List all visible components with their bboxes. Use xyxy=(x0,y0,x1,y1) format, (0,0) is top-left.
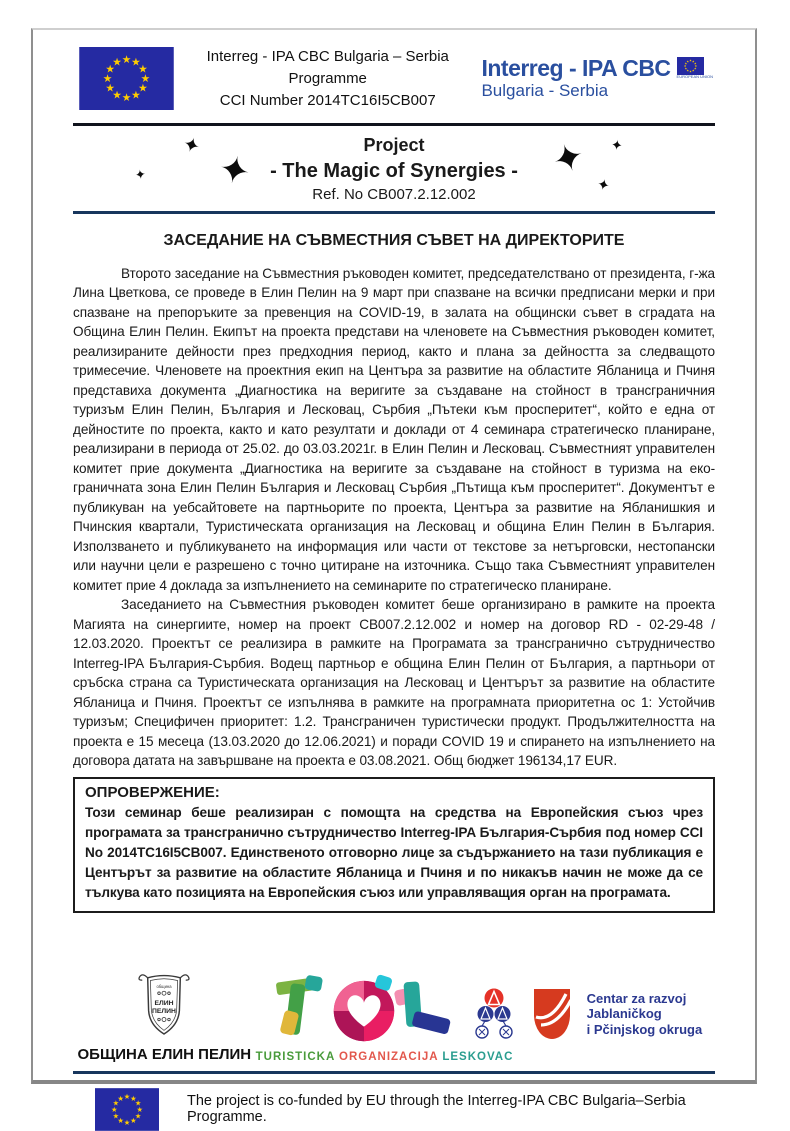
header xyxy=(73,30,715,111)
interreg-logo-title: Interreg - IPA CBC xyxy=(481,54,671,81)
centar-caption-line1: Centar za razvoj Jablaničkog xyxy=(586,990,687,1022)
elin-pelin-caption: ОБЩИНА ЕЛИН ПЕЛИН xyxy=(77,1045,252,1063)
interreg-logo-subtitle: Bulgaria - Serbia xyxy=(481,80,609,100)
elin-pelin-logo xyxy=(73,966,256,1063)
project-name: - The Magic of Synergies - xyxy=(270,159,518,182)
leskovac-tourism-logo xyxy=(255,974,514,1063)
programme-title xyxy=(174,46,481,111)
centar-razvoj-logo xyxy=(471,987,715,1063)
sparkle-icon: ✦ xyxy=(134,166,147,183)
centar-emblem-icon xyxy=(471,987,517,1045)
title-divider xyxy=(73,211,715,214)
document-page xyxy=(31,28,757,1126)
tol-caption xyxy=(255,1050,514,1063)
eu-flag-icon xyxy=(79,47,174,110)
disclaimer-heading: ОПРОВЕРЖЕНИЕ: xyxy=(85,783,220,801)
elin-pelin-crest-icon xyxy=(135,966,193,1044)
eu-caption: EUROPEAN UNION xyxy=(676,73,713,79)
sparkle-icon: ✦ xyxy=(215,147,254,195)
article-paragraph-2: Заседанието на Съвместния ръководен комитет беше организирано в рамките на проекта Магията на синергиите, номер на проект CB007.2.12.002 и номер на договор RD - 02-29-48 / 12.03.2020. Проектът се реализира в рамките на Програмата за трансгранично сътрудничество Interreg-IPA България-Сърбия. Водещ партньор е община Елин Пелин от България, а партньори от сръбска страна са Туристическата организация на Лесковац и Центърът за развитие на областите Ябланица и Пчиня. Проектът се изпълнява в рамките на програмната приоритетна ос 1: Устойчив туризъм; Специфичен приоритет: 1.2. Трансграничен туристически продукт. Продължителността на проекта е 15 месеца (13.03.2020 до 12.06.2021) и поради COVID 19 и спирането на изпълнението на договора датата на завършване на проекта е 03.08.2021. Общ бюджет 196134,17 EUR. xyxy=(73,597,715,769)
article-paragraph-1: Второто заседание на Съвместния ръководен комитет, председателствано от президента, г-жа Лина Цветкова, се проведе в Елин Пелин на 9 март при спазване на всички предписани мерки и при спазване на препоръките за превенция на COVID-19, в залата на общински съвет в сградата на Община Елин Пелин. Екипът на проекта представи на членовете на Съвместния ръководен комитет, реализираните дейности през предходния период, както и плана за дейността за следващото тримесечие. Членовете на проектния екип на Центъра за развитие на областите Ябланица и Пчиня представиха документа „Диагностика на веригите за създаване на стойност в трансграничния туризъм Елин Пелин, България и Лесковац, Сърбия „Пътеки към просперитет“, който е една от дейностите по проекта, както и като резултати и доклади от 4 семинара стратегическо планиране, реализирани в периода от 25.02. до 03.03.2021г. в Елин Пелин и Лесковац. Съвместният управителен комитет прие документа „Диагностика на веригите за създаване на стойност в туризма на еко-граничната зона Елин Пелин България и Лесковац Сърбия „Пътища към просперитет“. Документът е публикуван на уебсайтовете на партньорите по проекта, Центъра за развитие на Ябланишкия и Пчинския квартали, Туристическата организация на Лесковац и община Елин Пелин в България. Използването и публикуването на информация или части от текстове за нетърговски, нестопански или научни цели е разрешено с точно цитиране на източника. Също така Съвместният управителен комитет прие 4 доклада за изпълнението на семинарите по стратегическо планиране. xyxy=(73,265,715,593)
project-ref-number: Ref. No CB007.2.12.002 xyxy=(312,185,476,203)
tol-caption-word1: TURISTICKA xyxy=(255,1050,335,1063)
disclaimer-text: Този семинар беше реализиран с помощта на средства на Европейския съюз чрез програмата за трансгранично сътрудничество Interreg-IPA България-Сърбия под номер CCI No 2014TC16I5CB007. Единственото отговорно лице за съдържанието на тази публикация е Центърът за развитие на областите Ябланица и Пчиня и по никакъв начин не може да се тълкува като позицията на Европейския съюз или управляващия орган на програмата. xyxy=(85,804,703,900)
svg-text:ЕЛИН: ЕЛИН xyxy=(154,999,174,1007)
tol-logo-icon xyxy=(270,974,456,1050)
project-label: Project xyxy=(363,135,425,156)
centar-badge-icon xyxy=(531,987,573,1041)
programme-name: Interreg - IPA CBC Bulgaria – Serbia Programme xyxy=(206,48,449,87)
footer xyxy=(73,1074,715,1131)
sparkle-icon: ✦ xyxy=(609,136,624,154)
sparkle-icon: ✦ xyxy=(595,175,612,196)
sparkle-icon: ✦ xyxy=(547,134,590,184)
disclaimer-box xyxy=(73,777,715,913)
tol-caption-word3: LESKOVAC xyxy=(442,1050,514,1063)
interreg-logo-eu-flag xyxy=(677,57,713,79)
eu-flag-mini-icon xyxy=(677,57,704,75)
tol-caption-word2: ORGANIZACIJA xyxy=(339,1050,439,1063)
cofunded-statement: The project is co-funded by EU through the Interreg-IPA CBC Bulgaria–Serbia Programme. xyxy=(187,1093,686,1126)
interreg-logo xyxy=(481,54,713,101)
svg-text:община: община xyxy=(156,983,172,989)
centar-caption-line2: i Pčinjskog okruga xyxy=(586,1021,703,1037)
partner-logos xyxy=(73,951,715,1063)
sparkle-icon: ✦ xyxy=(180,133,203,160)
cci-number: CCI Number 2014TC16I5CB007 xyxy=(219,91,436,109)
eu-flag-footer-icon xyxy=(95,1088,159,1131)
centar-caption xyxy=(587,987,715,1038)
title-block xyxy=(73,126,715,210)
article-heading: ЗАСЕДАНИЕ НА СЪВМЕСТНИЯ СЪВЕТ НА ДИРЕКТОРИТЕ xyxy=(163,231,625,249)
svg-text:ПЕЛИН: ПЕЛИН xyxy=(152,1007,177,1015)
